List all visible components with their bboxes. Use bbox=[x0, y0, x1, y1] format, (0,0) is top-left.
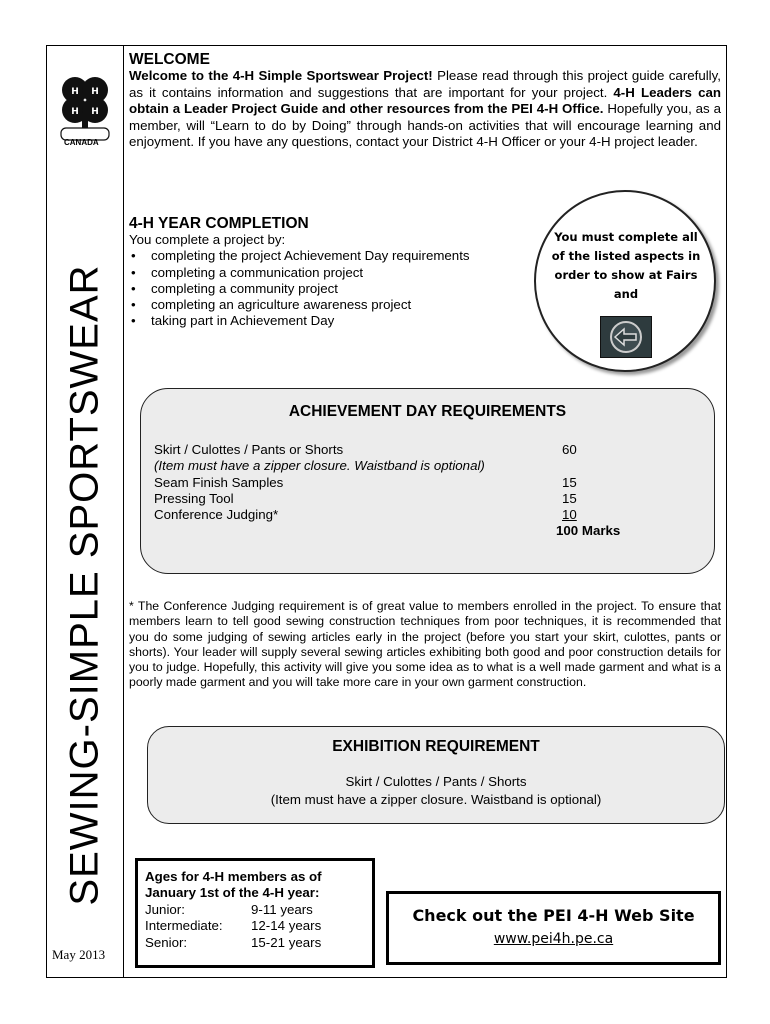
svg-text:H: H bbox=[71, 107, 79, 117]
requirement-marks: 10 bbox=[562, 507, 577, 523]
table-row bbox=[154, 458, 662, 474]
website-link[interactable]: www.pei4h.pe.ca bbox=[493, 931, 614, 947]
table-row bbox=[154, 507, 662, 523]
svg-text:H: H bbox=[91, 107, 99, 117]
ages-heading-line1: Ages for 4-H members as of bbox=[145, 869, 322, 884]
table-row bbox=[154, 491, 662, 507]
requirement-label: Seam Finish Samples bbox=[154, 474, 284, 490]
website-box bbox=[386, 891, 721, 965]
list-item: • completing a community project bbox=[129, 281, 529, 297]
achievement-title: ACHIEVEMENT DAY REQUIREMENTS bbox=[288, 403, 567, 420]
svg-text:H: H bbox=[91, 87, 99, 97]
year-completion-heading: 4-H YEAR COMPLETION bbox=[129, 215, 309, 232]
exhibition-requirement-box bbox=[147, 726, 725, 824]
sidebar bbox=[46, 45, 124, 978]
completion-callout bbox=[534, 190, 716, 372]
table-row bbox=[154, 442, 662, 458]
welcome-bold-leaders: 4-H Leaders can obtain a Leader Project Guide and other resources from the PEI 4-H Office. bbox=[129, 84, 721, 117]
requirements-table bbox=[154, 442, 662, 540]
exhibition-title: EXHIBITION REQUIREMENT bbox=[332, 738, 540, 755]
age-label: Junior: bbox=[145, 901, 185, 917]
requirement-note: (Item must have a zipper closure. Waistband is optional) bbox=[154, 458, 485, 474]
requirement-label: Pressing Tool bbox=[154, 490, 234, 506]
left-arrow-icon bbox=[601, 317, 651, 357]
age-range: 12-14 years bbox=[251, 918, 322, 934]
conference-judging-footnote: * The Conference Judging requirement is of great value to members enrolled in the project. To ensure that members learn to tell good sewing construction techniques from poor techniques, it is recommended that you do some judging of sewing articles early in the project (before you start your skirt, culottes, pants or shorts). Your leader will supply several sewing articles exhibiting both good and poor construction details for you to judge. Hopefully, this activity will give you some idea as to what is a well made garment and what is a poorly made garment and you will take more care in your own garment construction. bbox=[129, 599, 721, 690]
welcome-bold-intro: Welcome to the 4-H Simple Sportswear Project! bbox=[129, 68, 433, 84]
list-item: • taking part in Achievement Day bbox=[129, 313, 529, 329]
exhibition-items: Skirt / Culottes / Pants / Shorts bbox=[345, 774, 527, 789]
list-item: • completing an agriculture awareness project bbox=[129, 297, 529, 313]
vertical-project-title: SEWING-SIMPLE SPORTSWEAR bbox=[62, 264, 107, 906]
website-title: Check out the PEI 4-H Web Site bbox=[412, 906, 695, 925]
ages-heading-line2: January 1st of the 4-H year: bbox=[145, 885, 320, 901]
age-range: 15-21 years bbox=[251, 934, 322, 950]
callout-text: You must complete all of the listed aspects in order to show at Fairs and bbox=[551, 230, 701, 301]
age-label: Intermediate: bbox=[145, 918, 223, 934]
requirement-label: Skirt / Culottes / Pants or Shorts bbox=[154, 442, 344, 457]
welcome-section bbox=[129, 52, 721, 150]
list-item: • completing the project Achievement Day requirements bbox=[129, 248, 529, 264]
logo-caption: CANADA bbox=[64, 138, 99, 147]
table-row bbox=[145, 902, 372, 918]
publication-date: May 2013 bbox=[52, 947, 106, 962]
requirement-marks: 15 bbox=[562, 490, 577, 506]
welcome-paragraph bbox=[129, 68, 721, 150]
back-arrow-button[interactable] bbox=[600, 316, 652, 358]
year-completion-section bbox=[129, 216, 529, 329]
table-row bbox=[154, 523, 662, 539]
age-label: Senior: bbox=[145, 934, 188, 950]
requirement-marks: 60 bbox=[562, 442, 577, 457]
table-row bbox=[145, 935, 372, 951]
exhibition-note: (Item must have a zipper closure. Waistband is optional) bbox=[270, 792, 602, 807]
table-row bbox=[154, 475, 662, 491]
completion-list bbox=[129, 248, 529, 329]
age-range: 9-11 years bbox=[251, 901, 313, 917]
total-marks: 100 Marks bbox=[556, 523, 621, 539]
table-row bbox=[145, 918, 372, 934]
welcome-heading: WELCOME bbox=[129, 51, 210, 68]
list-item: • completing a communication project bbox=[129, 265, 529, 281]
age-categories-box bbox=[135, 858, 375, 968]
requirement-marks bbox=[562, 458, 662, 474]
welcome-text-1: Please read through this project guide carefully, as it contains information and suggestions that are important for your project. bbox=[129, 68, 721, 100]
year-completion-intro: You complete a project by: bbox=[129, 232, 286, 248]
requirement-label: Conference Judging* bbox=[154, 507, 279, 523]
svg-text:H: H bbox=[71, 87, 79, 97]
welcome-text-2: Hopefully you, as a member, will “Learn to do by Doing” through hands-on activities that will encourage learning and enjoyment. If you have any questions, contact your District 4-H Officer or your 4-H project leader. bbox=[129, 101, 721, 150]
requirement-marks: 15 bbox=[562, 474, 577, 490]
